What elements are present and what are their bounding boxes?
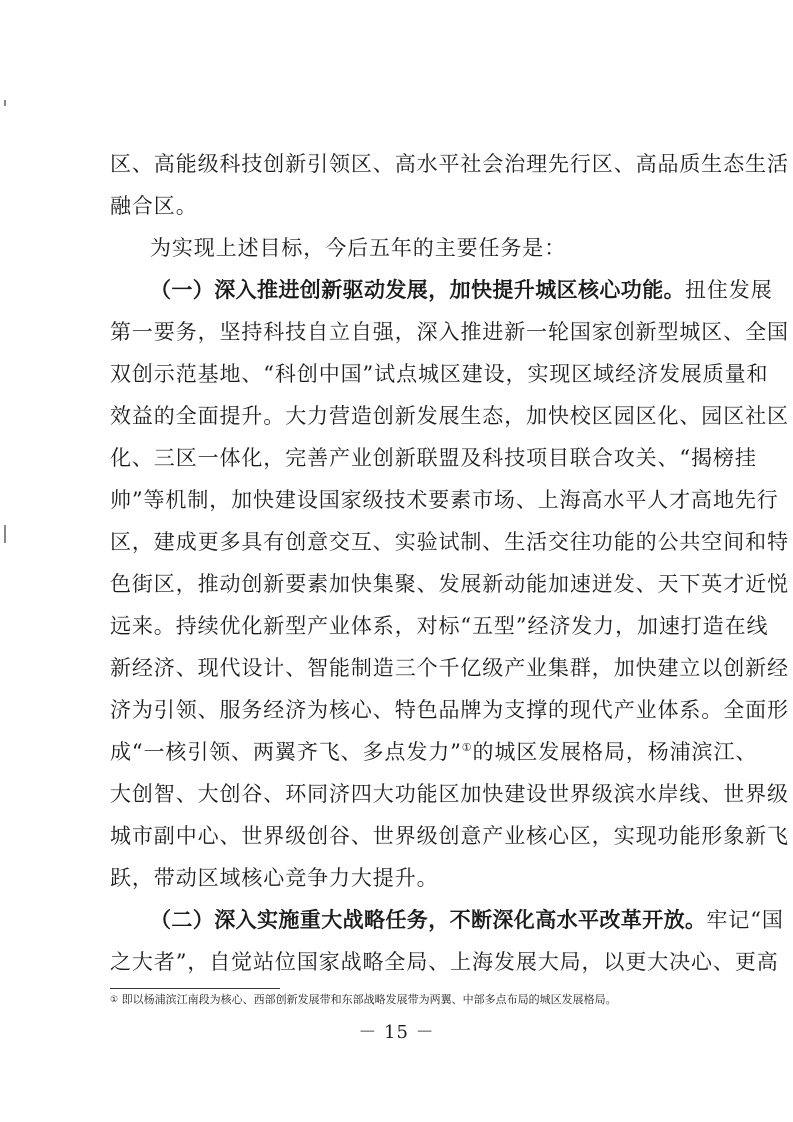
paragraph-2-first-line bbox=[150, 906, 784, 934]
body-line: 化、三区一体化，完善产业创新联盟及科技项目联合攻关、“揭榜挂 bbox=[110, 446, 757, 470]
body-text: 扭住发展 bbox=[685, 278, 773, 302]
footnote-marker: ① bbox=[110, 995, 119, 1005]
body-line: 大创智、大创谷、环同济四大功能区加快建设世界级滨水岸线、世界级 bbox=[110, 782, 789, 806]
page-number: － 15 － bbox=[358, 1022, 435, 1043]
footnote-text: 即以杨浦滨江南段为核心、西部创新发展带和东部战略发展带为两翼、中部多点布局的城区发展格局。 bbox=[121, 993, 617, 1006]
body-line: 融合区。 bbox=[110, 194, 198, 218]
paragraph-1-first-line bbox=[150, 276, 773, 304]
body-text: 牢记“国 bbox=[706, 908, 784, 932]
body-text: 的城区发展格局，杨浦滨江、 bbox=[472, 740, 758, 764]
body-line: 城市副中心、世界级创谷、世界级创意产业核心区，实现功能形象新飞 bbox=[110, 824, 789, 848]
body-line: 帅”等机制，加快建设国家级技术要素市场、上海高水平人才高地先行 bbox=[110, 488, 779, 512]
edge-mark-middle bbox=[4, 525, 6, 543]
body-line: 第一要务，坚持科技自立自强，深入推进新一轮国家创新型城区、全国 bbox=[110, 320, 789, 344]
footnote-reference[interactable]: ① bbox=[461, 741, 473, 754]
body-line: 区，建成更多具有创意交互、实验试制、生活交往功能的公共空间和特 bbox=[110, 530, 789, 554]
body-line: 跃，带动区域核心竞争力大提升。 bbox=[110, 866, 439, 890]
edge-mark-top bbox=[4, 100, 6, 106]
section-heading-2: （二）深入实施重大战略任务，不断深化高水平改革开放。 bbox=[150, 907, 707, 932]
body-line: 为实现上述目标，今后五年的主要任务是： bbox=[150, 236, 567, 260]
footnote-divider bbox=[110, 988, 280, 989]
section-heading-1: （一）深入推进创新驱动发展，加快提升城区核心功能。 bbox=[150, 277, 685, 302]
body-line: 色街区，推动创新要素加快集聚、发展新动能加速迸发、天下英才近悦 bbox=[110, 572, 789, 596]
body-line: 济为引领、服务经济为核心、特色品牌为支撑的现代产业体系。全面形 bbox=[110, 698, 789, 722]
body-line-with-footnote bbox=[110, 738, 757, 766]
body-text: 成“一核引领、两翼齐飞、多点发力” bbox=[110, 740, 462, 764]
body-line: 区、高能级科技创新引领区、高水平社会治理先行区、高品质生态生活 bbox=[110, 152, 789, 176]
footnote bbox=[110, 992, 617, 1008]
body-line: 之大者”，自觉站位国家战略全局、上海发展大局，以更大决心、更高 bbox=[110, 950, 779, 974]
body-line: 远来。持续优化新型产业体系，对标“五型”经济发力，加速打造在线 bbox=[110, 614, 769, 638]
body-line: 效益的全面提升。大力营造创新发展生态，加快校区园区化、园区社区 bbox=[110, 404, 789, 428]
body-line: 双创示范基地、“科创中国”试点城区建设，实现区域经济发展质量和 bbox=[110, 362, 769, 386]
body-line: 新经济、现代设计、智能制造三个千亿级产业集群，加快建立以创新经 bbox=[110, 656, 789, 680]
